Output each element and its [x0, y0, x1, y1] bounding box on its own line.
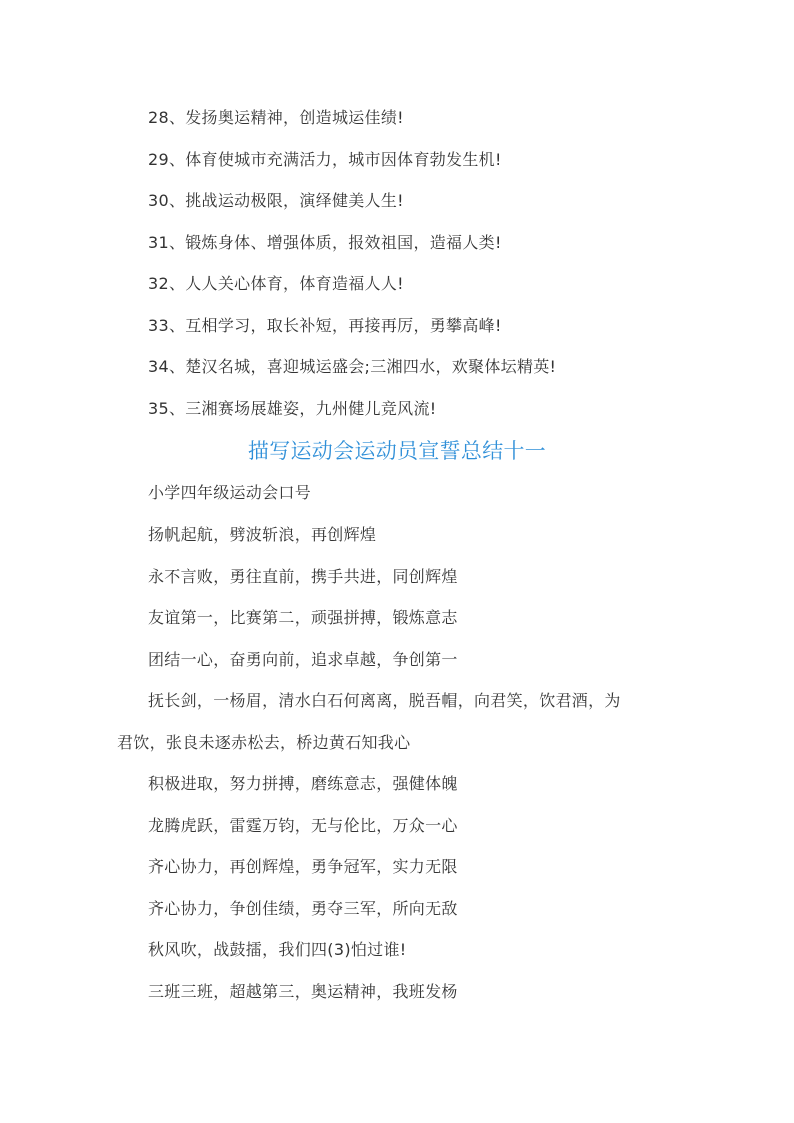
- slogan-line: 积极进取，努力拼搏，磨练意志，强健体魄: [148, 774, 458, 793]
- section-heading: 描写运动会运动员宣誓总结十一: [247, 439, 547, 463]
- slogan-33: 33、互相学习，取长补短，再接再厉，勇攀高峰!: [148, 316, 502, 335]
- poem-line-2: 君饮，张良未逐赤松去，桥边黄石知我心: [117, 733, 411, 752]
- slogan-line: 永不言败，勇往直前，携手共进，同创辉煌: [148, 567, 458, 586]
- slogan-line: 团结一心，奋勇向前，追求卓越，争创第一: [148, 650, 458, 669]
- subheading: 小学四年级运动会口号: [148, 483, 312, 502]
- slogan-29: 29、体育使城市充满活力，城市因体育勃发生机!: [148, 150, 502, 169]
- slogan-32: 32、人人关心体育，体育造福人人!: [148, 274, 404, 293]
- poem-line-1: 抚长剑，一杨眉，清水白石何离离，脱吾帽，向君笑，饮君酒，为: [148, 691, 621, 710]
- slogan-line: 齐心协力，再创辉煌，勇争冠军，实力无限: [148, 857, 458, 876]
- slogan-line: 三班三班，超越第三，奥运精神，我班发杨: [148, 982, 458, 1001]
- slogan-line: 友谊第一，比赛第二，顽强拼搏，锻炼意志: [148, 608, 458, 627]
- slogan-line: 秋风吹，战鼓擂，我们四(3)怕过谁!: [148, 940, 407, 959]
- slogan-line: 齐心协力，争创佳绩，勇夺三军，所向无敌: [148, 899, 458, 918]
- slogan-30: 30、挑战运动极限，演绎健美人生!: [148, 191, 404, 210]
- slogan-line: 龙腾虎跃，雷霆万钧，无与伦比，万众一心: [148, 816, 458, 835]
- slogan-28: 28、发扬奥运精神，创造城运佳绩!: [148, 108, 404, 127]
- slogan-line: 扬帆起航，劈波斩浪，再创辉煌: [148, 525, 377, 544]
- slogan-31: 31、锻炼身体、增强体质，报效祖国，造福人类!: [148, 233, 502, 252]
- slogan-34: 34、楚汉名城，喜迎城运盛会;三湘四水，欢聚体坛精英!: [148, 357, 557, 376]
- slogan-35: 35、三湘赛场展雄姿，九州健儿竞风流!: [148, 399, 437, 418]
